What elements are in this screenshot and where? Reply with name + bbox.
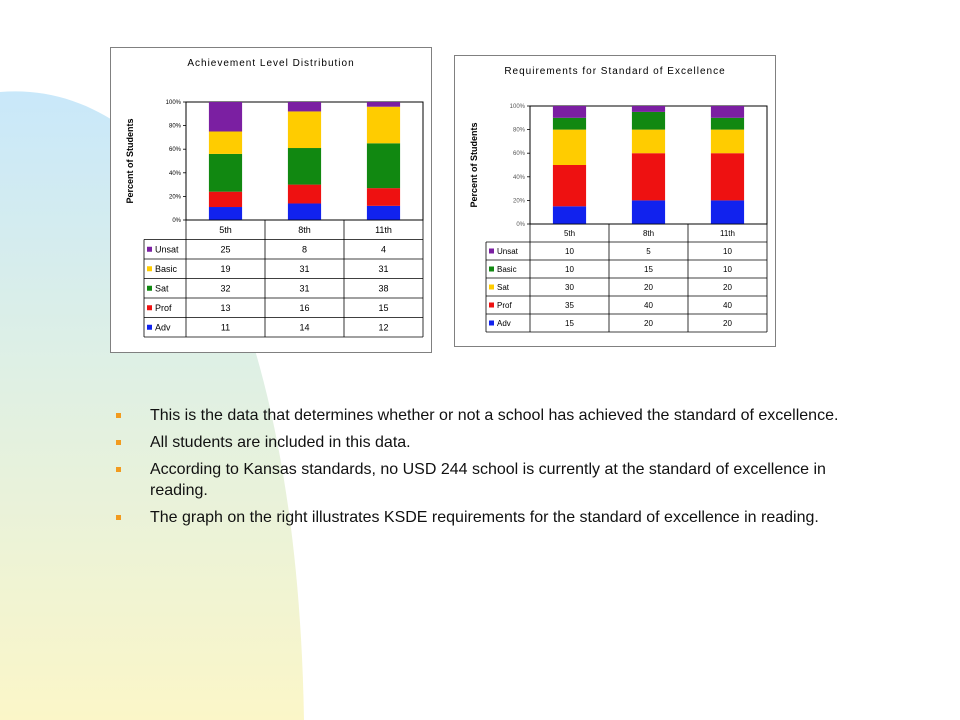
achievement-bar-basic-8th bbox=[288, 111, 321, 148]
requirements-y-tick-label: 60% bbox=[512, 151, 525, 158]
requirements-chart-svg bbox=[455, 56, 775, 346]
achievement-bar-unsat-8th bbox=[288, 102, 321, 111]
requirements-bar-unsat-5th bbox=[553, 106, 586, 118]
requirements-legend-key-unsat bbox=[489, 249, 494, 254]
achievement-y-tick-label: 100% bbox=[165, 100, 181, 106]
requirements-legend-label: Unsat bbox=[497, 246, 518, 256]
requirements-table-value: 40 bbox=[723, 300, 732, 310]
achievement-legend-key-prof bbox=[147, 305, 152, 310]
achievement-bar-prof-11th bbox=[367, 188, 400, 206]
requirements-bar-adv-8th bbox=[632, 200, 665, 224]
bullet-list bbox=[113, 405, 853, 534]
requirements-chart-title: Requirements for Standard of Excellence bbox=[504, 66, 726, 77]
requirements-bar-sat-8th bbox=[632, 130, 665, 154]
achievement-table-value: 4 bbox=[380, 244, 387, 255]
achievement-y-tick-label: 0% bbox=[172, 218, 181, 224]
requirements-y-tick-label: 80% bbox=[512, 127, 525, 134]
requirements-bar-prof-5th bbox=[553, 165, 586, 206]
requirements-category-label: 11th bbox=[720, 228, 735, 238]
requirements-legend-key-adv bbox=[489, 321, 494, 326]
requirements-legend-label: Sat bbox=[497, 282, 510, 292]
achievement-category-label: 5th bbox=[219, 224, 232, 235]
achievement-bar-unsat-11th bbox=[367, 102, 400, 107]
achievement-y-tick-label: 40% bbox=[168, 170, 181, 177]
bullet-text: This is the data that determines whether or not a school has achieved the standard of excellence. bbox=[150, 407, 839, 424]
requirements-bar-prof-8th bbox=[632, 153, 665, 200]
requirements-table-value: 5 bbox=[646, 246, 651, 256]
bullet-text: All students are included in this data. bbox=[150, 434, 411, 451]
requirements-bar-unsat-8th bbox=[632, 106, 665, 112]
requirements-bar-adv-11th bbox=[711, 200, 744, 224]
achievement-category-label: 8th bbox=[298, 224, 311, 235]
achievement-legend-key-sat bbox=[147, 286, 152, 291]
bullet-item bbox=[113, 459, 853, 501]
requirements-bar-sat-5th bbox=[553, 130, 586, 165]
bullet-text: The graph on the right illustrates KSDE requirements for the standard of excellence in reading. bbox=[150, 509, 819, 526]
achievement-bar-prof-8th bbox=[288, 185, 321, 204]
requirements-bar-sat-11th bbox=[711, 130, 744, 154]
achievement-table-value: 32 bbox=[220, 283, 231, 294]
achievement-legend-label: Prof bbox=[155, 302, 172, 313]
achievement-table-value: 11 bbox=[220, 322, 231, 333]
bullet-item bbox=[113, 405, 853, 426]
requirements-legend-key-prof bbox=[489, 303, 494, 308]
requirements-table-value: 20 bbox=[723, 318, 732, 328]
achievement-table-value: 31 bbox=[378, 263, 389, 274]
requirements-legend-label: Adv bbox=[497, 318, 511, 328]
requirements-table-value: 20 bbox=[723, 282, 732, 292]
bullet-square-icon bbox=[116, 413, 121, 418]
requirements-y-axis-label: Percent of Students bbox=[469, 122, 479, 208]
achievement-y-tick-label: 20% bbox=[168, 194, 181, 201]
requirements-legend-key-basic bbox=[489, 267, 494, 272]
bullet-item bbox=[113, 432, 853, 453]
achievement-chart-title: Achievement Level Distribution bbox=[187, 58, 355, 69]
achievement-bar-unsat-5th bbox=[209, 102, 242, 132]
requirements-table-value: 15 bbox=[644, 264, 653, 274]
achievement-table-value: 38 bbox=[378, 283, 389, 294]
requirements-bar-unsat-11th bbox=[711, 106, 744, 118]
achievement-table-value: 31 bbox=[299, 263, 310, 274]
achievement-legend-key-adv bbox=[147, 325, 152, 330]
achievement-y-tick-label: 80% bbox=[168, 123, 181, 130]
requirements-legend-label: Prof bbox=[497, 300, 512, 310]
achievement-bar-sat-8th bbox=[288, 148, 321, 185]
bullet-text: According to Kansas standards, no USD 244 school is currently at the standard of excellence in reading. bbox=[150, 461, 826, 499]
achievement-table-value: 14 bbox=[299, 322, 310, 333]
requirements-y-tick-label: 40% bbox=[512, 174, 525, 181]
requirements-bar-adv-5th bbox=[553, 206, 586, 224]
achievement-legend-key-unsat bbox=[147, 247, 152, 252]
achievement-y-axis-label: Percent of Students bbox=[125, 118, 135, 204]
requirements-bar-basic-5th bbox=[553, 118, 586, 130]
achievement-bar-adv-11th bbox=[367, 206, 400, 220]
bullet-square-icon bbox=[116, 440, 121, 445]
requirements-table-value: 40 bbox=[644, 300, 653, 310]
requirements-table-value: 10 bbox=[723, 246, 732, 256]
achievement-bar-adv-8th bbox=[288, 203, 321, 220]
requirements-chart bbox=[454, 55, 776, 347]
requirements-table-value: 20 bbox=[644, 318, 653, 328]
bullet-item bbox=[113, 507, 853, 528]
achievement-legend-key-basic bbox=[147, 266, 152, 271]
requirements-table-value: 10 bbox=[723, 264, 732, 274]
requirements-category-label: 5th bbox=[563, 228, 576, 238]
achievement-table-value: 15 bbox=[378, 302, 389, 313]
requirements-table-value: 20 bbox=[644, 282, 653, 292]
achievement-legend-label: Basic bbox=[155, 263, 178, 274]
requirements-y-tick-label: 0% bbox=[516, 222, 525, 228]
requirements-y-tick-label: 100% bbox=[509, 104, 525, 110]
achievement-y-tick-label: 60% bbox=[168, 147, 181, 154]
requirements-table-value: 10 bbox=[565, 264, 574, 274]
achievement-bar-adv-5th bbox=[209, 207, 242, 220]
requirements-table-value: 30 bbox=[565, 282, 574, 292]
requirements-table-value: 35 bbox=[565, 300, 574, 310]
bullet-square-icon bbox=[116, 467, 121, 472]
achievement-bar-sat-11th bbox=[367, 143, 400, 188]
achievement-table-value: 12 bbox=[378, 322, 389, 333]
achievement-table-value: 16 bbox=[299, 302, 310, 313]
achievement-bar-basic-11th bbox=[367, 107, 400, 144]
achievement-legend-label: Unsat bbox=[155, 244, 179, 255]
achievement-bar-prof-5th bbox=[209, 192, 242, 207]
requirements-legend-label: Basic bbox=[497, 264, 517, 274]
requirements-bar-basic-11th bbox=[711, 118, 744, 130]
requirements-y-tick-label: 20% bbox=[512, 198, 525, 205]
achievement-bar-basic-5th bbox=[209, 132, 242, 154]
achievement-bar-sat-5th bbox=[209, 154, 242, 192]
requirements-bar-basic-8th bbox=[632, 112, 665, 130]
achievement-table-value: 13 bbox=[220, 302, 231, 313]
requirements-category-label: 8th bbox=[642, 228, 655, 238]
requirements-table-value: 15 bbox=[565, 318, 574, 328]
achievement-category-label: 11th bbox=[375, 224, 392, 235]
achievement-legend-label: Adv bbox=[155, 322, 171, 333]
achievement-legend-label: Sat bbox=[155, 283, 169, 294]
requirements-bar-prof-11th bbox=[711, 153, 744, 200]
achievement-chart-svg bbox=[111, 48, 431, 352]
achievement-table-value: 31 bbox=[299, 283, 310, 294]
achievement-table-value: 19 bbox=[220, 263, 231, 274]
requirements-table-value: 10 bbox=[565, 246, 574, 256]
achievement-table-value: 25 bbox=[220, 244, 231, 255]
bullet-square-icon bbox=[116, 515, 121, 520]
achievement-chart bbox=[110, 47, 432, 353]
requirements-legend-key-sat bbox=[489, 285, 494, 290]
achievement-table-value: 8 bbox=[301, 244, 308, 255]
